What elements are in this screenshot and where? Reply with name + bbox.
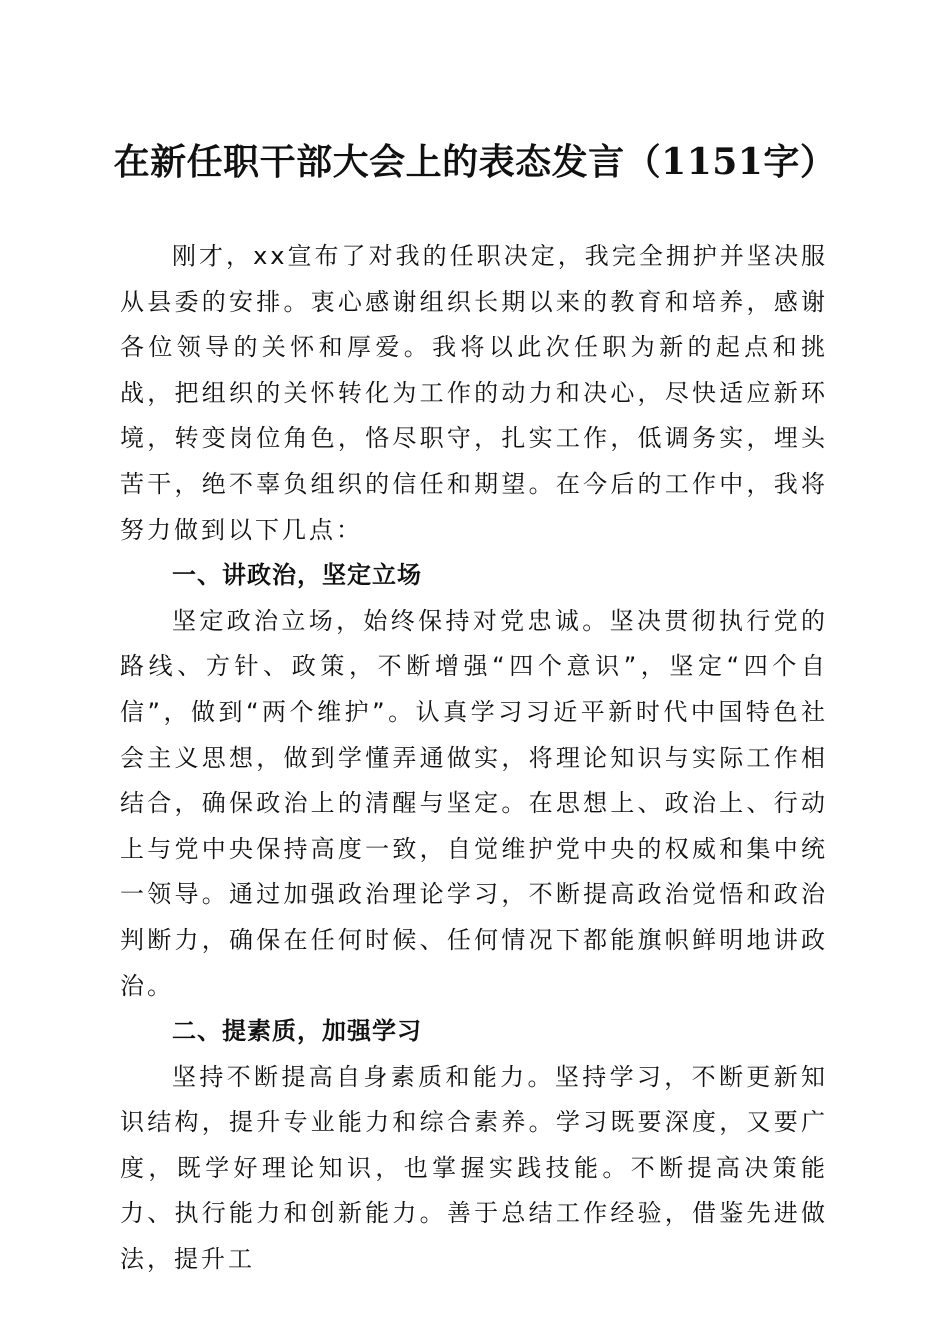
- document-body: [120, 234, 828, 1283]
- section-paragraph-1: 坚定政治立场，始终保持对党忠诚。坚决贯彻执行党的路线、方针、政策，不断增强“四个意识”，坚定“四个自信”，做到“两个维护”。认真学习习近平新时代中国特色社会主义思想，做到学懂弄通做实，将理论知识与实际工作相结合，确保政治上的清醒与坚定。在思想上、政治上、行动上与党中央保持高度一致，自觉维护党中央的权威和集中统一领导。通过加强政治理论学习，不断提高政治觉悟和政治判断力，确保在任何时候、任何情况下都能旗帜鲜明地讲政治。: [120, 606, 828, 1000]
- section-heading-2: 二、提素质，加强学习: [172, 1017, 422, 1046]
- intro-paragraph: 刚才，xx宣布了对我的任职决定，我完全拥护并坚决服从县委的安排。衷心感谢组织长期以来的教育和培养，感谢各位领导的关怀和厚爱。我将以此次任职为新的起点和挑战，把组织的关怀转化为工作的动力和决心，尽快适应新环境，转变岗位角色，恪尽职守，扎实工作，低调务实，埋头苦干，绝不辜负组织的信任和期望。在今后的工作中，我将努力做到以下几点：: [120, 242, 828, 544]
- section-paragraph-2: 坚持不断提高自身素质和能力。坚持学习，不断更新知识结构，提升专业能力和综合素养。学习既要深度，又要广度，既学好理论知识，也掌握实践技能。不断提高决策能力、执行能力和创新能力。善于总结工作经验，借鉴先进做法，提升工: [120, 1062, 828, 1274]
- document-title: 在新任职干部大会上的表态发言（1151字）: [113, 141, 837, 183]
- section-heading-1: 一、讲政治，坚定立场: [172, 561, 422, 590]
